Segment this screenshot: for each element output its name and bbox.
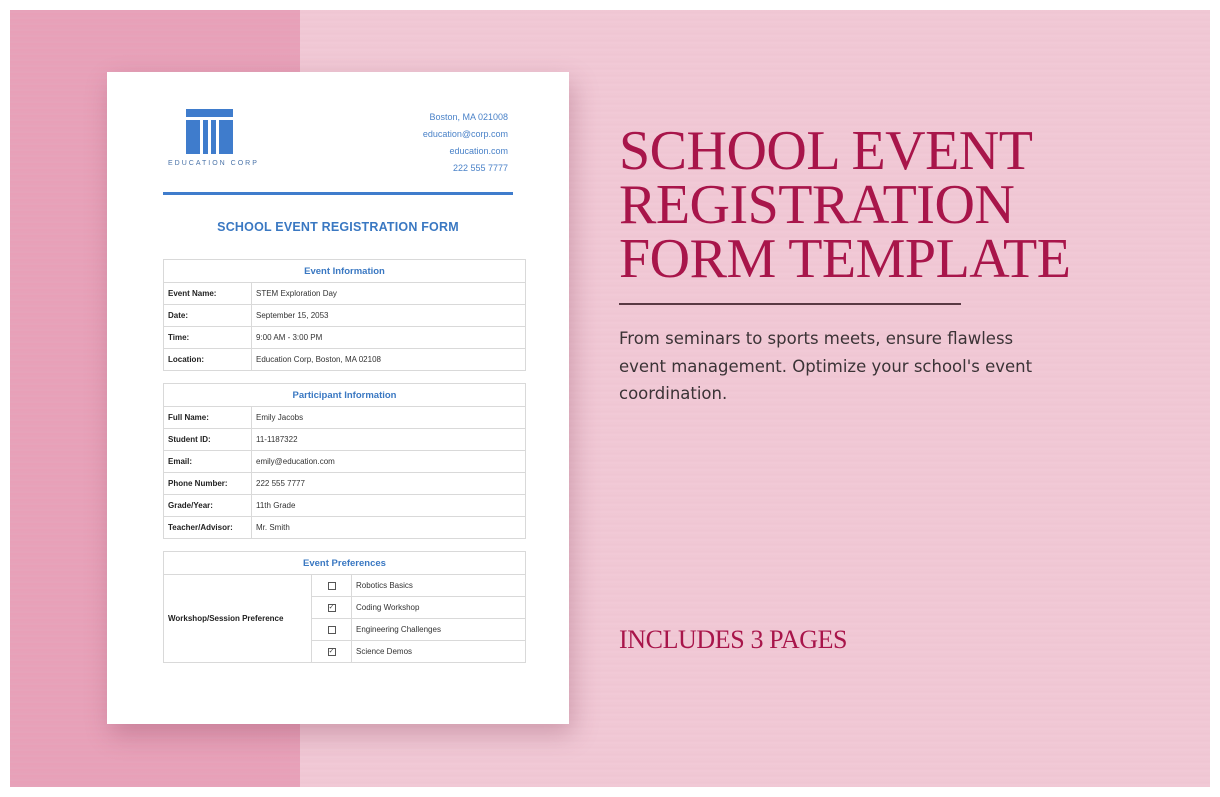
checkbox-checked-icon: ✓ <box>328 647 335 655</box>
field-label: Workshop/Session Preference <box>164 575 312 663</box>
field-value: Emily Jacobs <box>252 407 526 429</box>
table-row <box>164 575 526 597</box>
option-label: Science Demos <box>352 641 526 663</box>
section-heading: Event Information <box>164 260 526 283</box>
headline-divider <box>619 303 961 305</box>
participant-information-table <box>163 383 526 539</box>
option-label: Robotics Basics <box>352 575 526 597</box>
field-label: Full Name: <box>164 407 252 429</box>
section-heading: Participant Information <box>164 384 526 407</box>
document-title: SCHOOL EVENT REGISTRATION FORM <box>217 220 459 234</box>
contact-address: Boston, MA 021008 <box>429 112 508 122</box>
field-label: Phone Number: <box>164 473 252 495</box>
table-row <box>164 407 526 429</box>
table-row <box>164 327 526 349</box>
checkbox-checked-icon: ✓ <box>328 603 335 611</box>
field-value: 11th Grade <box>252 495 526 517</box>
section-heading: Event Preferences <box>164 552 526 575</box>
event-information-table <box>163 259 526 371</box>
company-name: EDUCATION CORP <box>168 160 259 167</box>
contact-phone: 222 555 7777 <box>452 163 508 173</box>
field-label: Email: <box>164 451 252 473</box>
field-value: STEM Exploration Day <box>252 283 526 305</box>
table-row <box>164 517 526 539</box>
field-value: emily@education.com <box>252 451 526 473</box>
table-row <box>164 473 526 495</box>
header-divider <box>163 192 513 195</box>
field-label: Location: <box>164 349 252 371</box>
field-label: Time: <box>164 327 252 349</box>
field-label: Date: <box>164 305 252 327</box>
option-label: Engineering Challenges <box>352 619 526 641</box>
promo-headline <box>619 120 1179 290</box>
table-row <box>164 283 526 305</box>
field-label: Event Name: <box>164 283 252 305</box>
field-value: Education Corp, Boston, MA 02108 <box>252 349 526 371</box>
field-label: Teacher/Advisor: <box>164 517 252 539</box>
field-value: September 15, 2053 <box>252 305 526 327</box>
option-label: Coding Workshop <box>352 597 526 619</box>
table-row <box>164 495 526 517</box>
table-row <box>164 349 526 371</box>
field-value: 9:00 AM - 3:00 PM <box>252 327 526 349</box>
field-value: 222 555 7777 <box>252 473 526 495</box>
promo-description: From seminars to sports meets, ensure flawless event management. Optimize your school's event coordination. <box>619 329 1033 403</box>
event-preferences-table <box>163 551 526 663</box>
field-label: Grade/Year: <box>164 495 252 517</box>
headline-line: SCHOOL EVENT <box>619 120 1033 182</box>
contact-block <box>423 109 508 177</box>
pages-note: INCLUDES 3 PAGES <box>619 625 848 654</box>
checkbox-unchecked-icon <box>328 582 336 590</box>
pillar-building-icon <box>168 99 258 169</box>
table-row <box>164 305 526 327</box>
contact-website: education.com <box>449 146 508 156</box>
field-value: Mr. Smith <box>252 517 526 539</box>
field-label: Student ID: <box>164 429 252 451</box>
checkbox-unchecked-icon <box>328 626 336 634</box>
field-value: 11-1187322 <box>252 429 526 451</box>
table-row <box>164 451 526 473</box>
headline-line: REGISTRATION <box>619 174 1015 236</box>
document-preview <box>107 72 569 724</box>
table-row <box>164 429 526 451</box>
contact-email: education@corp.com <box>422 129 508 139</box>
headline-line: FORM TEMPLATE <box>619 228 1071 290</box>
